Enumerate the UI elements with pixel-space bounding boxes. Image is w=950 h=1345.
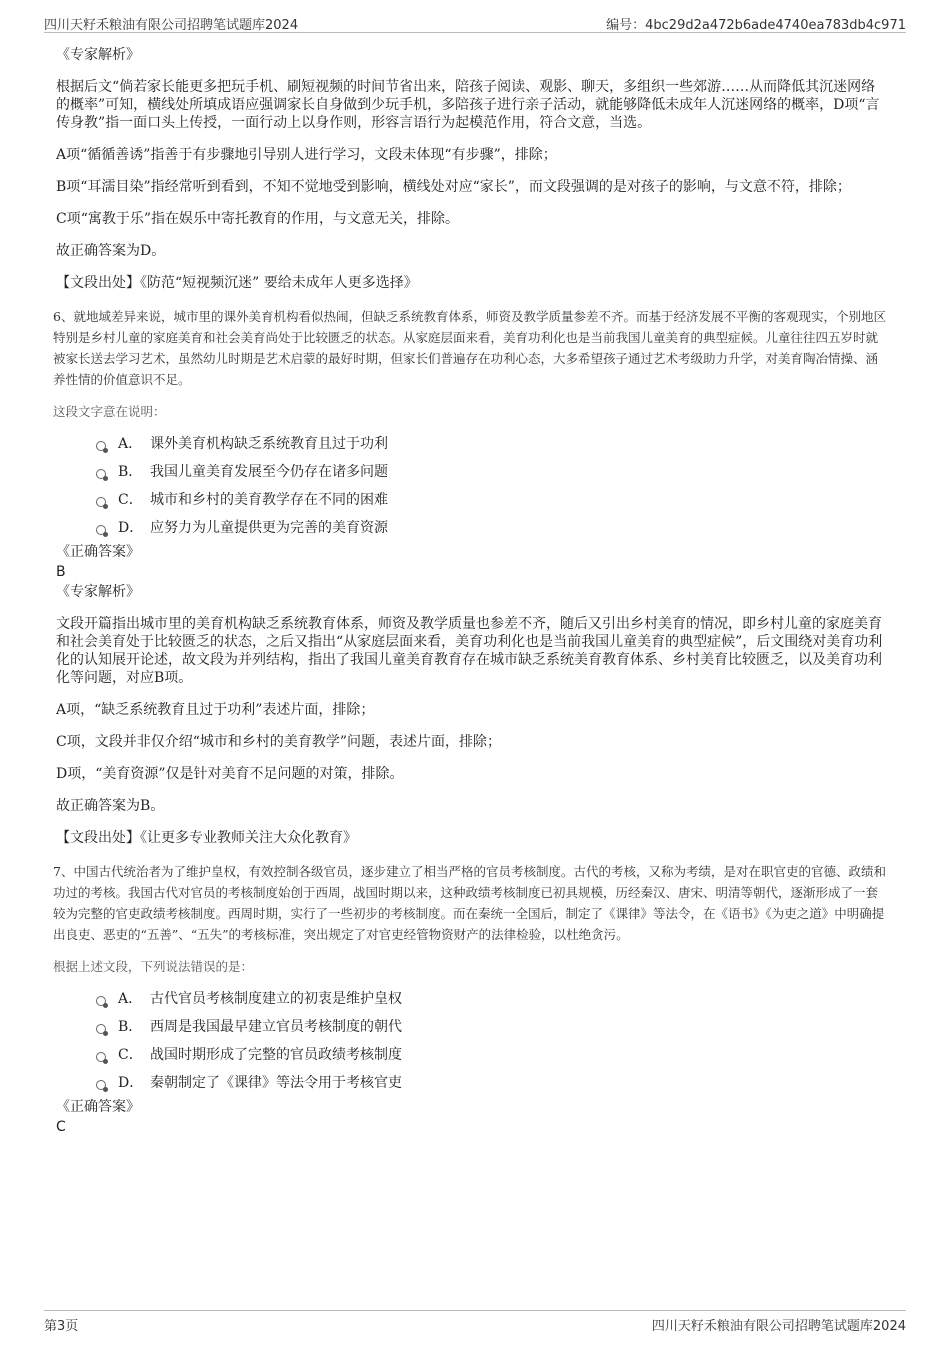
option-d-analysis: D项，“美育资源”仅是针对美育不足问题的对策，排除。 bbox=[56, 766, 404, 782]
analysis-label: 《专家解析》 bbox=[56, 584, 140, 600]
option-a-analysis: A项“循循善诱”指善于有步骤地引导别人进行学习，文段未体现“有步骤”，排除； bbox=[56, 147, 557, 163]
option-letter: A． bbox=[118, 436, 143, 452]
question-6-option-a[interactable] bbox=[96, 429, 886, 457]
header-title: 四川天籽禾粮油有限公司招聘笔试题库2024 bbox=[44, 18, 299, 33]
analysis-paragraph: 根据后文“倘若家长能更多把玩手机、刷短视频的时间节省出来，陪孩子阅读、观影、聊天，多组织一些郊游……从而降低其沉迷网络的概率”可知，横线处所填成语应强调家长自身做到少玩手机，多陪孩子进行亲子活动，就能够降低未成年人沉迷网络的概率，D项“言传身教”指一面口头上传授，一面行动上以身作则，形容言语行为起模范作用，符合文意，当选。 bbox=[56, 79, 880, 131]
question-6-option-c[interactable] bbox=[96, 485, 886, 513]
answer-value: C bbox=[56, 1119, 66, 1135]
option-b-analysis: B项“耳濡目染”指经常听到看到，不知不觉地受到影响，横线处对应“家长”，而文段强调的是对孩子的影响，与文意不符，排除； bbox=[56, 179, 851, 195]
source: 【文段出处】《让更多专业教师关注大众化教育》 bbox=[56, 830, 357, 846]
page-header bbox=[44, 14, 906, 33]
option-text: 我国儿童美育发展至今仍存在诸多问题 bbox=[150, 464, 388, 480]
option-c-analysis: C项，文段并非仅介绍“城市和乡村的美育教学”问题，表述片面，排除； bbox=[56, 734, 502, 750]
radio-icon[interactable] bbox=[96, 469, 106, 479]
option-text: 西周是我国最早建立官员考核制度的朝代 bbox=[150, 1019, 402, 1035]
question-7-options bbox=[96, 984, 886, 1096]
analysis-paragraph: 文段开篇指出城市里的美育机构缺乏系统教育体系，师资及教学质量也参差不齐，随后又引出乡村美育的情况，即乡村儿童的家庭美育和社会美育处于比较匮乏的状态，之后又指出“从家庭层面来看，美育功利化也是当前我国儿童美育的典型症候”，后文围绕对美育功利化的认知展开论述，故文段为并列结构，指出了我国儿童美育教育存在城市缺乏系统美育教育体系、乡村美育比较匮乏，以及美育功利化等问题，对应B项。 bbox=[56, 616, 883, 686]
option-letter: B． bbox=[118, 464, 143, 480]
radio-icon[interactable] bbox=[96, 497, 106, 507]
radio-icon[interactable] bbox=[96, 1024, 106, 1034]
option-letter: A． bbox=[118, 991, 143, 1007]
question-7-option-a[interactable] bbox=[96, 984, 886, 1012]
option-letter: D． bbox=[118, 520, 144, 536]
conclusion: 故正确答案为D。 bbox=[56, 243, 166, 259]
page-number: 第3页 bbox=[44, 1319, 79, 1334]
page-footer bbox=[44, 1310, 906, 1333]
question-6-options bbox=[96, 429, 886, 541]
source: 【文段出处】《防范“短视频沉迷” 要给未成年人更多选择》 bbox=[56, 275, 418, 291]
radio-icon[interactable] bbox=[96, 996, 106, 1006]
question-7-text: 7、中国古代统治者为了维护皇权，有效控制各级官员，逐步建立了相当严格的官员考核制度。古代的考核，又称为考绩，是对在职官吏的官德、政绩和功过的考核。我国古代对官员的考核制度始创于西周，战国时期以来，这种政绩考核制度已初具规模，历经秦汉、唐宋、明清等朝代，逐渐形成了一套较为完整的官吏政绩考核制度。西周时期，实行了一些初步的考核制度。而在秦统一全国后，制定了《课律》等法令，在《语书》《为吏之道》中明确提出良吏、恶吏的“五善”、“五失”的考核标准，突出规定了对官吏经管物资财产的法律检验，以杜绝贪污。 bbox=[53, 864, 886, 942]
question-6-text: 6、就地域差异来说，城市里的课外美育机构看似热闹，但缺乏系统教育体系，师资及教学质量参差不齐。而基于经济发展不平衡的客观现实，个别地区特别是乡村儿童的家庭美育和社会美育尚处于比较匮乏的状态。从家庭层面来看，美育功利化也是当前我国儿童美育的典型症候。儿童往往四五岁时就被家长送去学习艺术，虽然幼儿时期是艺术启蒙的最好时期，但家长们普遍存在功利心态，大多希望孩子通过艺术考级助力升学，对美育陶冶情操、涵养性情的价值意识不足。 bbox=[53, 309, 886, 387]
question-7-option-d[interactable] bbox=[96, 1068, 886, 1096]
page-content bbox=[53, 46, 886, 1136]
option-letter: C． bbox=[118, 1047, 143, 1063]
header-serial: 编号：4bc29d2a472b6ade4740ea783db4c971 bbox=[606, 18, 906, 33]
option-text: 秦朝制定了《课律》等法令用于考核官吏 bbox=[150, 1075, 402, 1091]
option-letter: C． bbox=[118, 492, 143, 508]
option-text: 城市和乡村的美育教学存在不同的困难 bbox=[150, 492, 388, 508]
footer-title: 四川天籽禾粮油有限公司招聘笔试题库2024 bbox=[651, 1319, 906, 1334]
analysis-label: 《专家解析》 bbox=[56, 47, 140, 63]
question-7-option-b[interactable] bbox=[96, 1012, 886, 1040]
question-6-prompt: 这段文字意在说明： bbox=[53, 404, 166, 419]
option-text: 古代官员考核制度建立的初衷是维护皇权 bbox=[150, 991, 402, 1007]
radio-icon[interactable] bbox=[96, 1052, 106, 1062]
answer-value: B bbox=[56, 564, 66, 580]
question-6-option-d[interactable] bbox=[96, 513, 886, 541]
radio-icon[interactable] bbox=[96, 525, 106, 535]
radio-icon[interactable] bbox=[96, 1080, 106, 1090]
radio-icon[interactable] bbox=[96, 441, 106, 451]
option-letter: D． bbox=[118, 1075, 144, 1091]
conclusion: 故正确答案为B。 bbox=[56, 798, 165, 814]
option-text: 课外美育机构缺乏系统教育且过于功利 bbox=[150, 436, 388, 452]
answer-label: 《正确答案》 bbox=[56, 544, 140, 560]
question-7-prompt: 根据上述文段，下列说法错误的是： bbox=[53, 959, 254, 974]
option-letter: B． bbox=[118, 1019, 143, 1035]
option-text: 应努力为儿童提供更为完善的美育资源 bbox=[150, 520, 388, 536]
answer-label: 《正确答案》 bbox=[56, 1099, 140, 1115]
question-6-option-b[interactable] bbox=[96, 457, 886, 485]
question-7-option-c[interactable] bbox=[96, 1040, 886, 1068]
option-a-analysis: A项，“缺乏系统教育且过于功利”表述片面，排除； bbox=[56, 702, 375, 718]
option-c-analysis: C项“寓教于乐”指在娱乐中寄托教育的作用，与文意无关，排除。 bbox=[56, 211, 460, 227]
option-text: 战国时期形成了完整的官员政绩考核制度 bbox=[150, 1047, 402, 1063]
